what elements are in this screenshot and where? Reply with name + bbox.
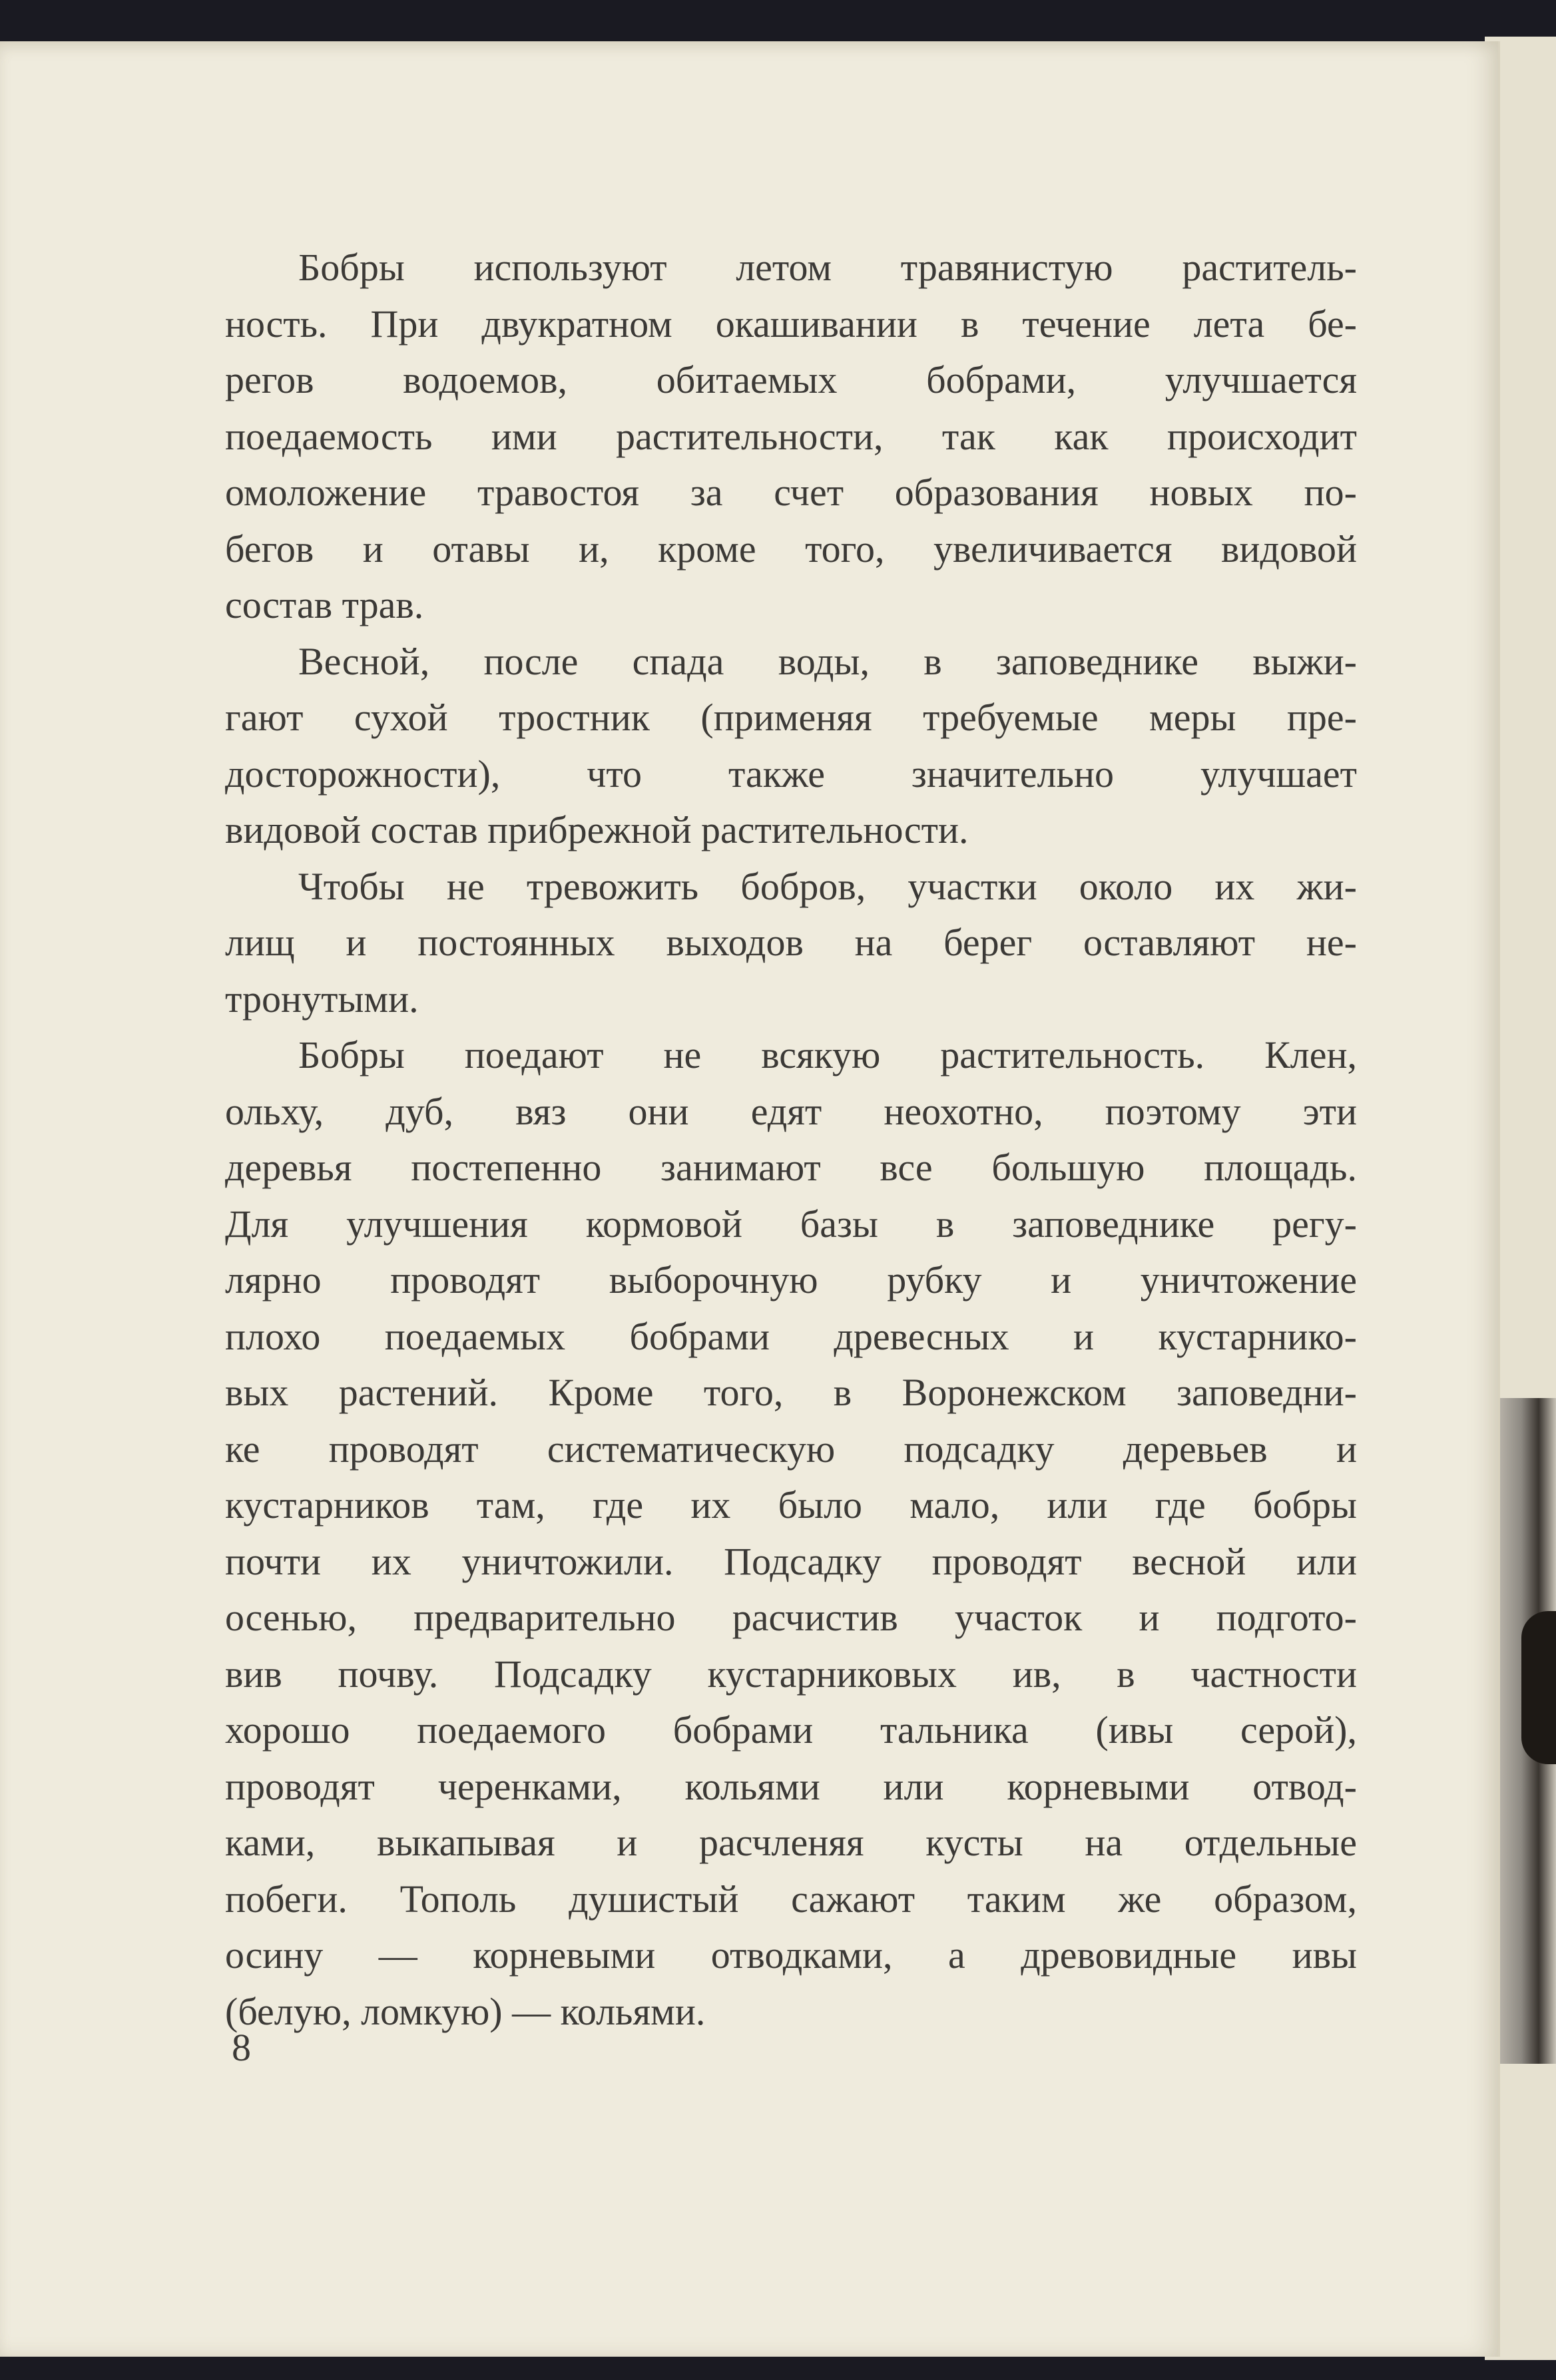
text-line: побеги. Тополь душистый сажают таким же образом, (225, 1877, 1357, 1921)
text-line: Бобры используют летом травянистую раститель- (298, 246, 1357, 289)
text-line: Чтобы не тревожить бобров, участки около их жи- (298, 864, 1357, 908)
paragraph-2 (225, 634, 1357, 859)
paragraph-3 (225, 859, 1357, 1028)
text-line: кустарников там, где их было мало, или где бобры (225, 1483, 1357, 1527)
text-line: поедаемость ими растительности, так как происходит (225, 414, 1357, 458)
text-line: вых растений. Кроме того, в Воронежском заповедни- (225, 1371, 1357, 1414)
text-line: ность. При двукратном окашивании в течение лета бе- (225, 302, 1357, 346)
text-line: хорошо поедаемого бобрами тальника (ивы серой), (225, 1708, 1357, 1752)
body-text (225, 240, 1357, 2040)
text-line: лищ и постоянных выходов на берег оставляют не- (225, 921, 1357, 964)
text-line: гают сухой тростник (применяя требуемые меры пре- (225, 696, 1357, 739)
text-line: тронутыми. (225, 977, 419, 1021)
paragraph-4 (225, 1027, 1357, 2040)
text-line: лярно проводят выборочную рубку и уничтожение (225, 1258, 1357, 1302)
text-line: видовой состав прибрежной растительности. (225, 808, 969, 851)
page-number: 8 (232, 2026, 251, 2069)
text-line: Весной, после спада воды, в заповеднике выжи- (298, 639, 1357, 683)
text-line: ке проводят систематическую подсадку деревьев и (225, 1427, 1357, 1471)
text-line: проводят черенками, кольями или корневыми отвод- (225, 1764, 1357, 1808)
text-line: осину — корневыми отводками, а древовидные ивы (225, 1933, 1357, 1977)
text-line: омоложение травостоя за счет образования новых по- (225, 471, 1357, 514)
text-line: состав трав. (225, 583, 424, 626)
text-line: деревья постепенно занимают все большую площадь. (225, 1146, 1357, 1189)
adjacent-photo-shadow (1521, 1611, 1556, 1764)
text-line: плохо поедаемых бобрами древесных и кустарнико- (225, 1314, 1357, 1358)
text-line: Бобры поедают не всякую растительность. Клен, (298, 1033, 1357, 1076)
text-line: ольху, дуб, вяз они едят неохотно, поэтому эти (225, 1089, 1357, 1133)
text-line: ками, выкапывая и расчленяя кусты на отдельные (225, 1821, 1357, 1864)
text-line: (белую, ломкую) — кольями. (225, 1989, 706, 2033)
paragraph-1 (225, 240, 1357, 634)
text-line: бегов и отавы и, кроме того, увеличивается видовой (225, 527, 1357, 571)
text-line: вив почву. Подсадку кустарниковых ив, в частности (225, 1652, 1357, 1696)
text-line: регов водоемов, обитаемых бобрами, улучшается (225, 358, 1357, 401)
text-line: Для улучшения кормовой базы в заповеднике регу- (225, 1202, 1357, 1246)
text-line: осенью, предварительно расчистив участок и подгото- (225, 1596, 1357, 1639)
text-line: почти их уничтожили. Подсадку проводят весной или (225, 1539, 1357, 1583)
text-line: досторожности), что также значительно улучшает (225, 752, 1357, 796)
